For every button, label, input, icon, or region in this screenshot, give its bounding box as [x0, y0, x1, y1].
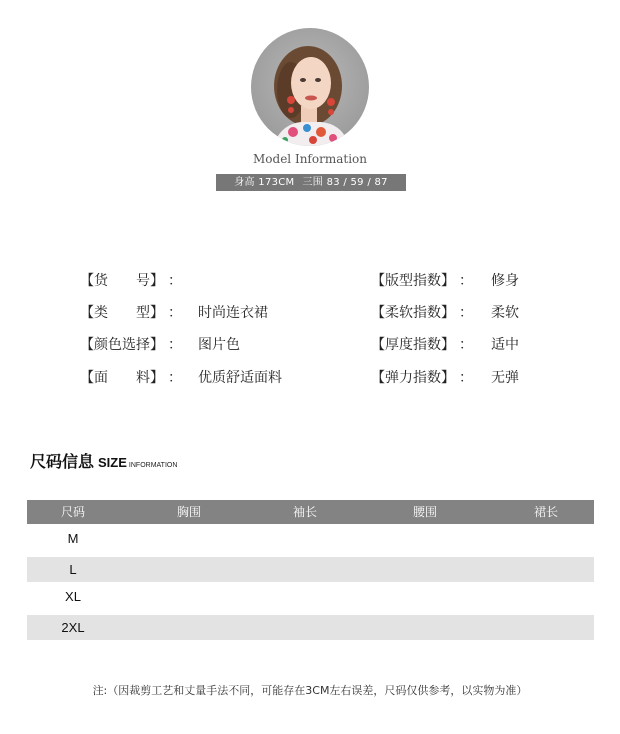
size-title-sub: INFORMATION: [128, 462, 178, 469]
info-value: 图片色: [198, 337, 240, 353]
info-value: 优质舒适面料: [198, 370, 282, 386]
model-avatar: [251, 28, 369, 146]
model-portrait-image: [251, 28, 369, 146]
size-title-cn: 尺码信息: [30, 452, 95, 471]
model-height: 身高 173CM: [234, 177, 295, 188]
row-size: 2XL: [61, 620, 85, 635]
index-value: 修身: [491, 273, 519, 289]
table-row: [27, 557, 594, 582]
info-label: 【颜色选择】: [80, 337, 164, 353]
info-item-fabric: 【面 料】 ：: [80, 367, 182, 387]
row-size: XL: [65, 589, 81, 604]
index-label: 【厚度指数】: [371, 337, 455, 353]
index-item-fit: 【版型指数】 ：: [371, 270, 473, 290]
model-measurements: 三围 83 / 59 / 87: [302, 177, 388, 188]
size-table: [27, 500, 594, 640]
index-value: 无弹: [491, 370, 519, 386]
model-stats-bar: [216, 174, 406, 191]
header-length: 裙长: [533, 505, 559, 519]
header-bust: 胸围: [176, 505, 202, 519]
info-item-type: 【类 型】 ：: [80, 302, 182, 322]
size-title-en: SIZE: [98, 455, 127, 470]
info-item-number: 【货 号】 ：: [80, 270, 182, 290]
header-sleeve: 袖长: [292, 505, 318, 519]
size-section-heading: [30, 449, 177, 472]
index-item-elasticity: 【弹力指数】 ：: [371, 367, 473, 387]
index-label: 【版型指数】: [371, 273, 455, 289]
size-note: 注:（因裁剪工艺和丈量手法不同，可能存在3CM左右误差，尺码仅供参考，以实物为准）: [92, 684, 528, 697]
index-item-softness: 【柔软指数】 ：: [371, 302, 473, 322]
index-label: 【柔软指数】: [371, 305, 455, 321]
info-label: 【货 号】: [80, 273, 164, 289]
table-row: [27, 582, 594, 611]
header-size: 尺码: [60, 505, 86, 519]
model-information-caption: Model Information: [253, 152, 367, 166]
index-label: 【弹力指数】: [371, 370, 455, 386]
info-item-color: 【颜色选择】 ：: [80, 334, 182, 354]
info-value: 时尚连衣裙: [198, 305, 268, 321]
row-size: L: [69, 562, 77, 577]
table-row: [27, 615, 594, 640]
index-item-thickness: 【厚度指数】 ：: [371, 334, 473, 354]
table-row: [27, 524, 594, 553]
info-label: 【类 型】: [80, 305, 164, 321]
size-table-header: [27, 500, 594, 524]
row-size: M: [67, 531, 79, 546]
index-value: 适中: [491, 337, 519, 353]
header-waist: 腰围: [412, 505, 438, 519]
index-value: 柔软: [491, 305, 519, 321]
info-label: 【面 料】: [80, 370, 164, 386]
